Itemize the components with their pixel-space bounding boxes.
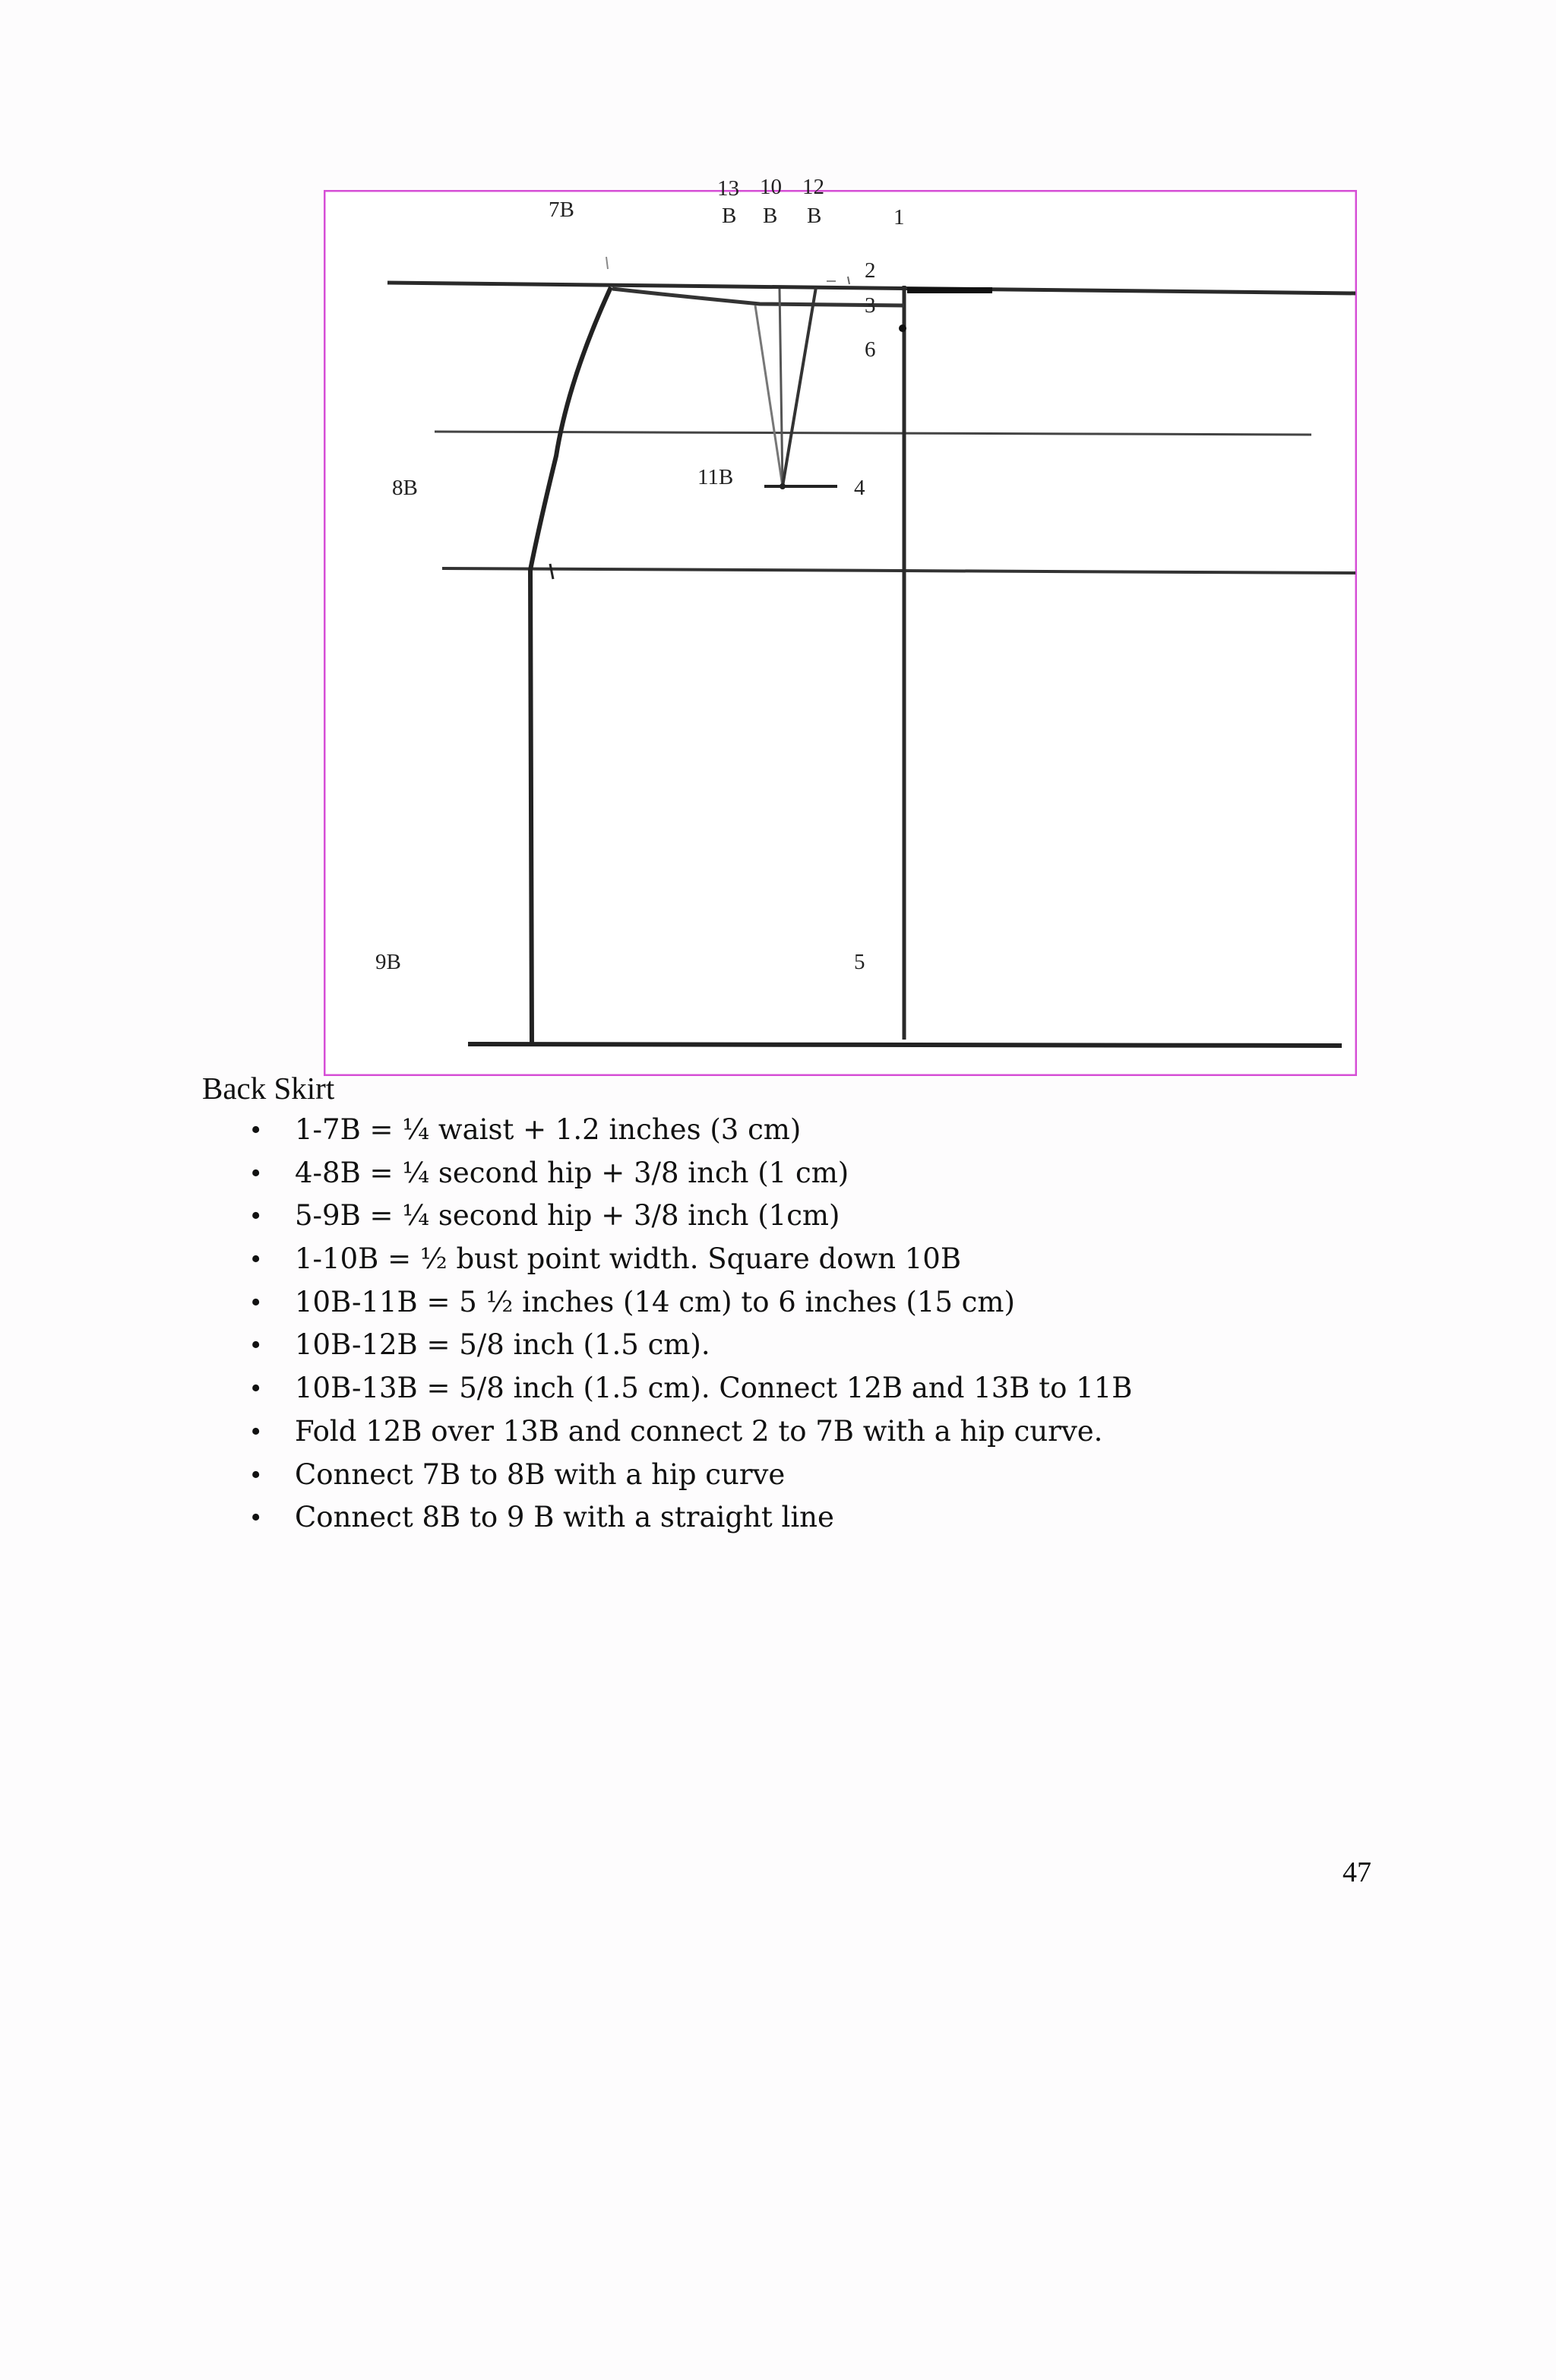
waist-curve [612, 289, 904, 305]
step-text: 10B-12B = 5/8 inch (1.5 cm). [295, 1328, 710, 1362]
label-1: 1 [893, 205, 905, 229]
label-4: 4 [854, 476, 865, 500]
step-text: 10B-13B = 5/8 inch (1.5 cm). Connect 12B and 13B to 11B [295, 1372, 1133, 1405]
step-text: Connect 8B to 9 B with a straight line [295, 1501, 834, 1534]
step-text: 5-9B = ¼ second hip + 3/8 inch (1cm) [295, 1199, 840, 1233]
label-8b: 8B [392, 476, 418, 500]
bullet-icon: • [251, 1243, 261, 1276]
label-12-b: B [807, 204, 822, 228]
bullet-icon: • [251, 1502, 261, 1534]
bullet-icon: • [251, 1157, 261, 1189]
step-text: 4-8B = ¼ second hip + 3/8 inch (1 cm) [295, 1156, 849, 1189]
point-11b-dot [780, 483, 786, 489]
dart-leg-12b [783, 287, 816, 486]
label-12: 12 [802, 175, 824, 199]
label-2: 2 [865, 258, 876, 283]
side-seam-curve [530, 287, 611, 1044]
figure-border [324, 191, 1356, 1075]
step-text: Fold 12B over 13B and connect 2 to 7B with a hip curve. [295, 1414, 1103, 1448]
pattern-drafting-lines [324, 190, 1357, 1076]
step-text: 1-10B = ½ bust point width. Square down 10B [295, 1242, 962, 1276]
back-skirt-pattern-diagram [324, 175, 1357, 1076]
label-13: 13 [717, 176, 739, 201]
dart-leg-13b [755, 305, 783, 486]
bullet-icon: • [251, 1329, 261, 1362]
step-text: 10B-11B = 5 ½ inches (14 cm) to 6 inches (15 cm) [295, 1285, 1015, 1318]
bullet-icon: • [251, 1458, 261, 1491]
bullet-icon: • [251, 1415, 261, 1448]
label-13-b: B [722, 204, 737, 228]
first-hip-line [435, 432, 1311, 435]
label-7b: 7B [549, 198, 574, 222]
second-hip-line [442, 568, 1355, 573]
waist-line [387, 283, 1355, 293]
point-3-dot [899, 324, 906, 332]
figure-caption: Back Skirt [202, 1071, 335, 1106]
step-text: Connect 7B to 8B with a hip curve [295, 1457, 786, 1491]
page-number: 47 [1343, 1856, 1371, 1888]
label-6: 6 [865, 337, 876, 362]
bullet-icon: • [251, 1372, 261, 1405]
label-5: 5 [854, 950, 865, 974]
tick-mark [848, 277, 849, 284]
label-3: 3 [865, 293, 876, 318]
dart-center-10b [780, 289, 783, 486]
hip-notch [550, 564, 553, 579]
label-11b: 11B [697, 465, 734, 489]
hem-line [468, 1044, 1342, 1046]
label-9b: 9B [375, 950, 401, 974]
bullet-icon: • [251, 1200, 261, 1233]
label-10-b: B [763, 204, 778, 228]
label-10: 10 [760, 175, 782, 199]
step-text: 1-7B = ¼ waist + 1.2 inches (3 cm) [295, 1113, 802, 1146]
bullet-icon: • [251, 1114, 261, 1146]
bullet-icon: • [251, 1286, 261, 1318]
tick-mark [606, 257, 608, 269]
